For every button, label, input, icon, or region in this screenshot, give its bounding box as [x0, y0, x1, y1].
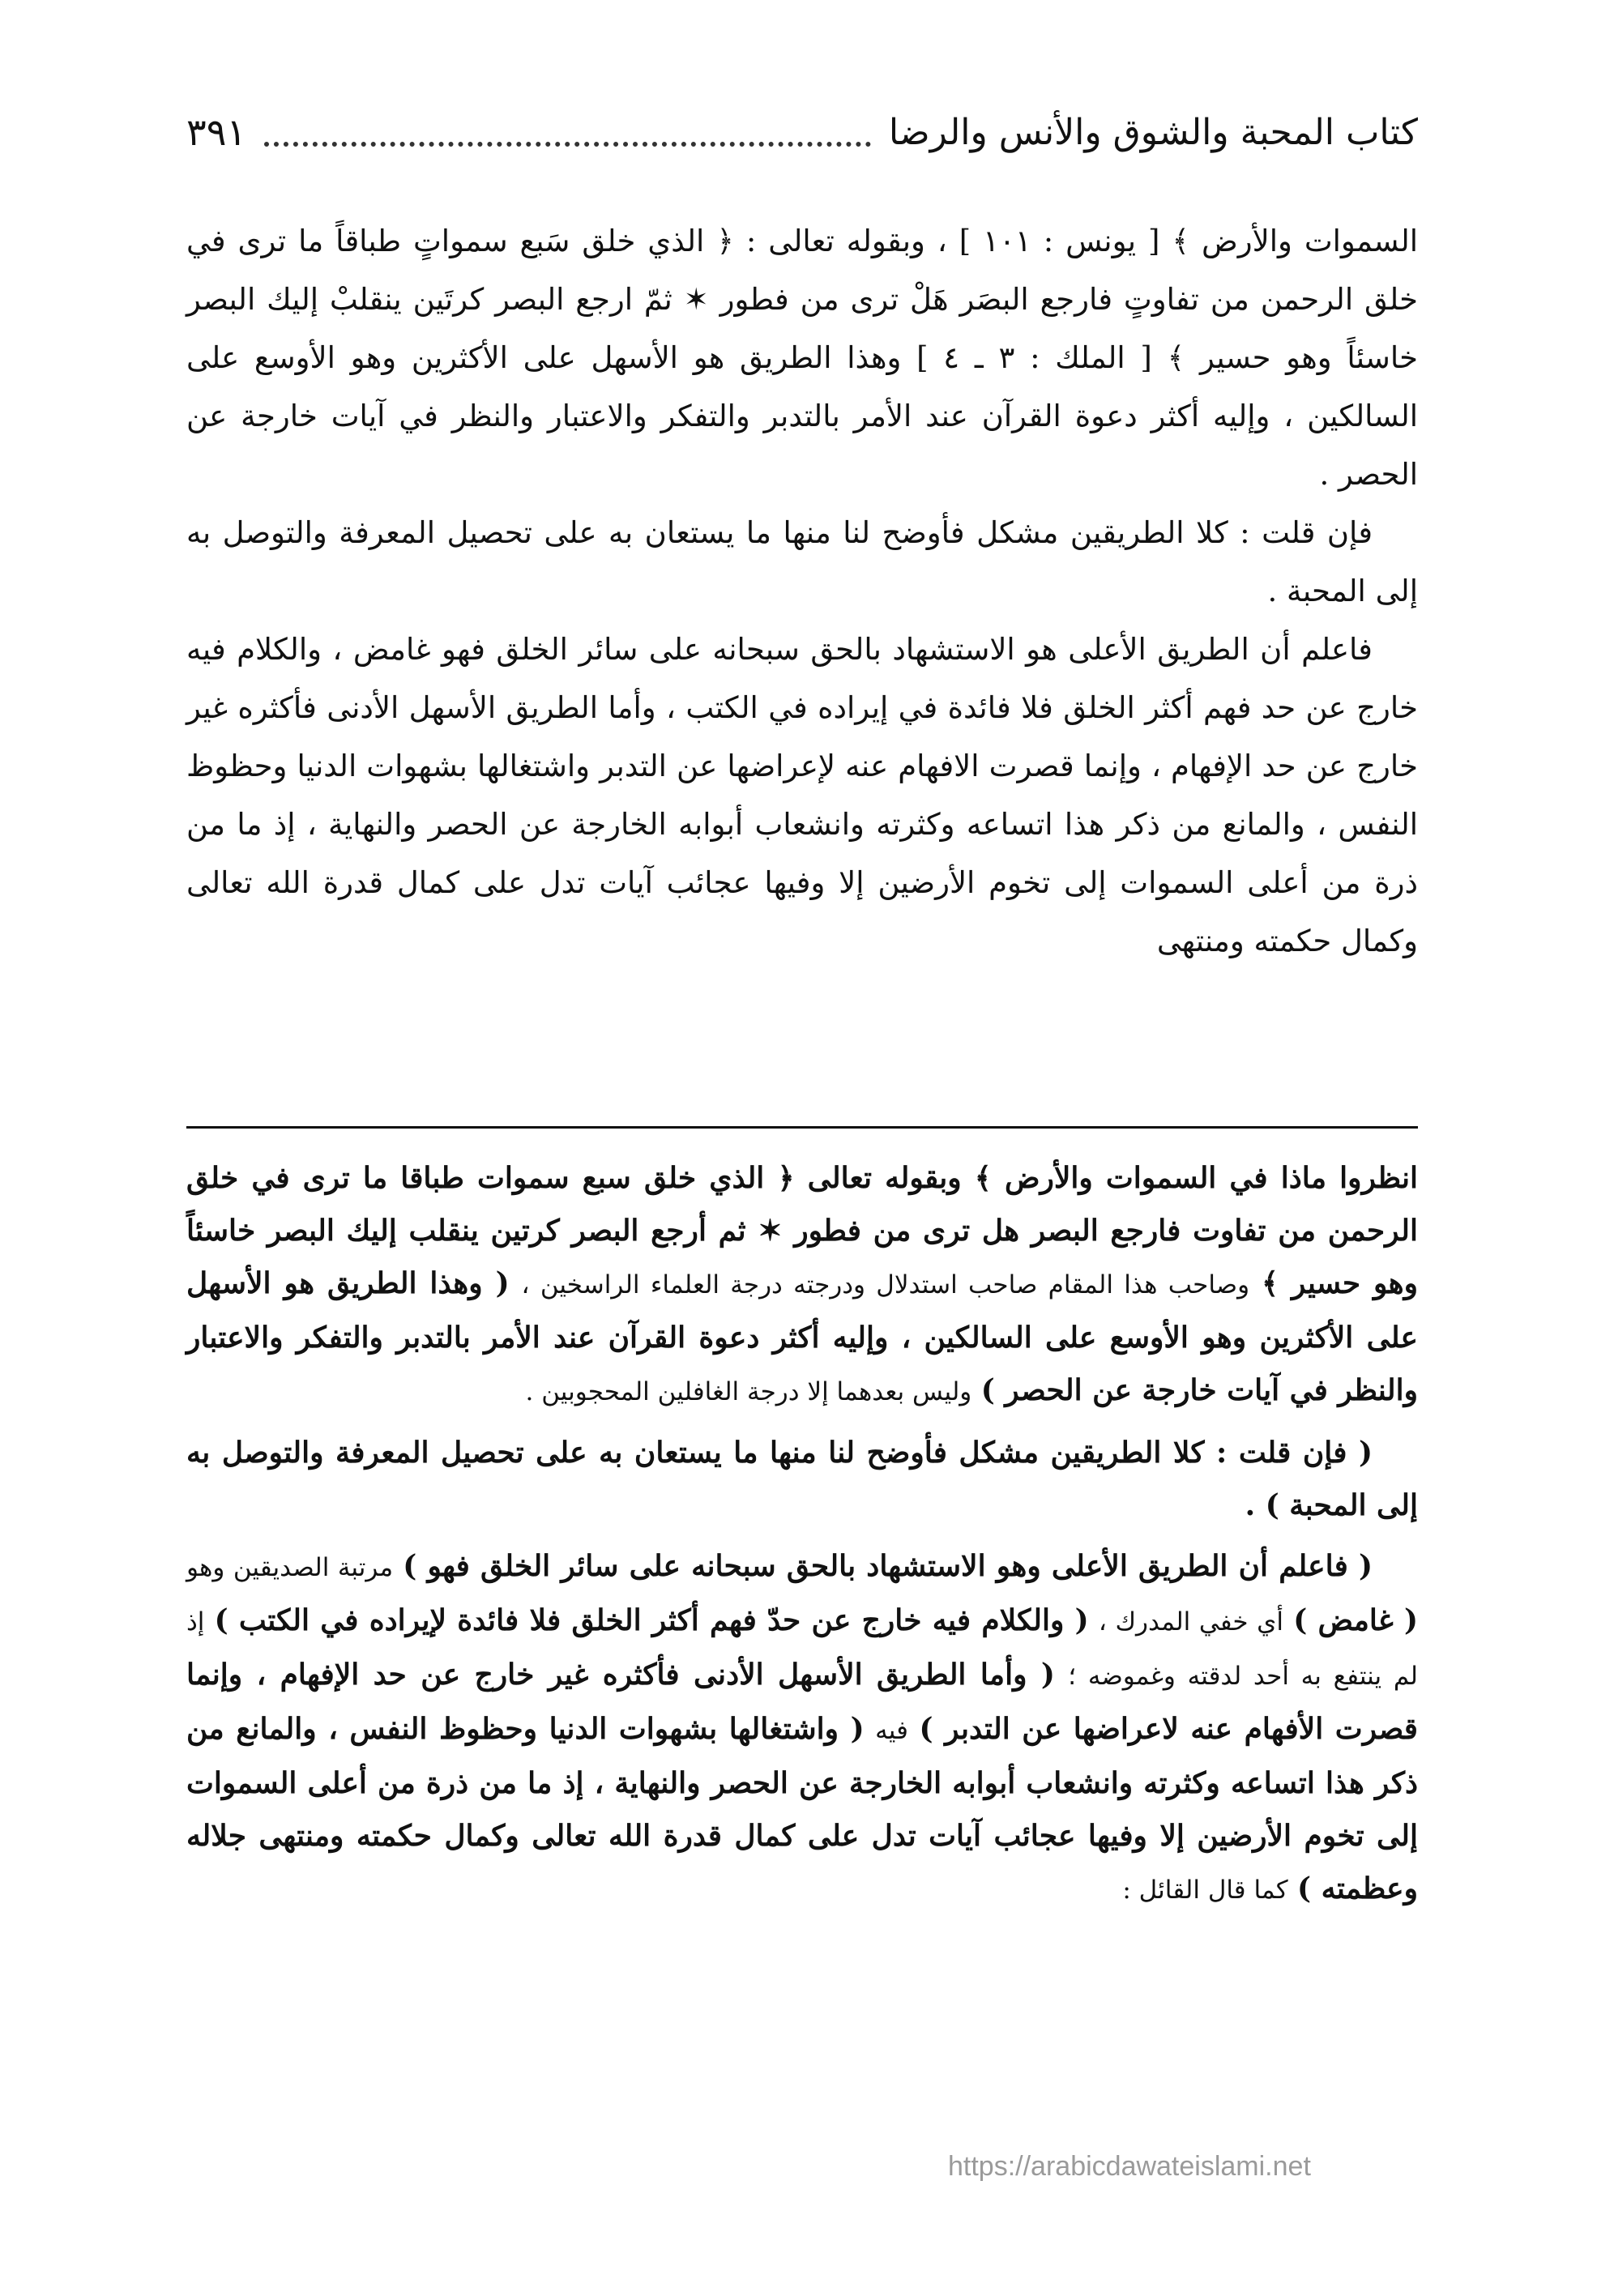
- main-text: [186, 212, 1418, 971]
- commentary-quote: انظروا ماذا في السموات والأرض ﴾ وبقوله تعالى ﴿ الذي خلق سبع سموات طباقا ما ترى في خلق الرحمن من تفاوت فارجع البصر هل ترى من فطور ✶ ثم أرجع البصر كرتين ينقلب إليك البصر خاسئاً وهو حسير ﴾: [186, 1161, 1419, 1300]
- page-number: ٣٩١: [186, 110, 247, 154]
- commentary-quote: ( غامض ): [1293, 1603, 1418, 1637]
- commentary-section: [186, 1152, 1418, 1925]
- commentary-quote: ( والكلام فيه خارج عن حدّ فهم أكثر الخلق فلا فائدة لإيراده في الكتب ): [214, 1603, 1089, 1637]
- main-paragraph: فاعلم أن الطريق الأعلى هو الاستشهاد بالحق سبحانه على سائر الخلق فهو غامض ، والكلام فيه خارج عن حد فهم أكثر الخلق فلا فائدة في إيراده في الكتب ، وأما الطريق الأسهل الأدنى فأكثره غير خارج عن حد الإفهام ، وإنما قصرت الافهام عنه لإعراضها عن التدبر واشتغالها بشهوات الدنيا وحظوظ النفس ، والمانع من ذكر هذا اتساعه وكثرته وانشعاب أبوابه الخارجة عن الحصر والنهاية ، إذ ما من ذرة من أعلى السموات إلى تخوم الأرضين إلا وفيها عجائب آيات تدل على كمال قدرة الله تعالى وكمال حكمته ومنتهى: [186, 632, 1418, 958]
- commentary-note: إذ لم ينتفع به أحد لدقته وغموضه ؛: [186, 1607, 1418, 1691]
- commentary-note: فيه: [875, 1716, 908, 1745]
- commentary-quote: ( واشتغالها بشهوات الدنيا وحظوظ النفس ، والمانع من ذكر هذا اتساعه وكثرته وانشعاب أبوابه الخارجة عن الحصر والنهاية ، إذ ما من ذرة من أعلى السموات إلى تخوم الأرضين إلا وفيها عجائب آيات تدل على كمال قدرة الله تعالى وكمال حكمته ومنتهى جلاله وعظمته ): [186, 1712, 1418, 1906]
- website-watermark: https://arabicdawateislami.net: [948, 2151, 1311, 2182]
- header-dot-leader: [264, 117, 871, 147]
- commentary-note: وصاحب هذا المقام صاحب استدلال ودرجته درجة العلماء الراسخين ،: [521, 1270, 1250, 1300]
- footnote-divider: [186, 1126, 1418, 1129]
- commentary-quote: ( فاعلم أن الطريق الأعلى وهو الاستشهاد بالحق سبحانه على سائر الخلق فهو ): [403, 1549, 1373, 1583]
- main-paragraph: السموات والأرض ﴾ [ يونس : ١٠١ ] ، وبقوله تعالى : ﴿ الذي خلق سَبع سمواتٍ طباقاً ما ترى في خلق الرحمن من تفاوتٍ فارجع البصَر هَلْ ترى من فطور ✶ ثمّ ارجع البصر كرتَين ينقلبْ إليك البصر خاسئاً وهو حسير ﴾ [ الملك : ٣ ـ ٤ ] وهذا الطريق هو الأسهل على الأكثرين وهو الأوسع على السالكين ، وإليه أكثر دعوة القرآن عند الأمر بالتدبر والتفكر والاعتبار والنظر في آيات خارجة عن الحصر .: [186, 224, 1419, 492]
- commentary-quote: ( وهذا الطريق هو الأسهل على الأكثرين وهو الأوسع على السالكين ، وإليه أكثر دعوة القرآن عند الأمر بالتدبر والتفكر والاعتبار والنظر في آيات خارجة عن الحصر ): [186, 1266, 1418, 1407]
- commentary-paragraph: [186, 1427, 1418, 1532]
- page-header: [186, 96, 1418, 169]
- commentary-quote: ( فإن قلت : كلا الطريقين مشكل فأوضح لنا منها ما يستعان به على تحصيل المعرفة والتوصل به إلى المحبة ) .: [186, 1436, 1418, 1522]
- commentary-note: مرتبة الصديقين وهو: [186, 1553, 394, 1582]
- commentary-note: أي خفي المدرك ،: [1098, 1607, 1284, 1637]
- main-paragraph: فإن قلت : كلا الطريقين مشكل فأوضح لنا منها ما يستعان به على تحصيل المعرفة والتوصل به إلى المحبة .: [186, 515, 1418, 608]
- running-title: كتاب المحبة والشوق والأنس والرضا: [888, 111, 1418, 153]
- commentary-paragraph: [186, 1152, 1418, 1419]
- commentary-paragraph: [186, 1540, 1418, 1917]
- commentary-quote: ( وأما الطريق الأسهل الأدنى فأكثره غير خارج عن حد الإفهام ، وإنما قصرت الأفهام عنه لاعراضها عن التدبر ): [186, 1658, 1418, 1746]
- commentary-note: كما قال القائل :: [1122, 1876, 1288, 1905]
- commentary-note: وليس بعدهما إلا درجة الغافلين المحجوبين .: [525, 1377, 972, 1406]
